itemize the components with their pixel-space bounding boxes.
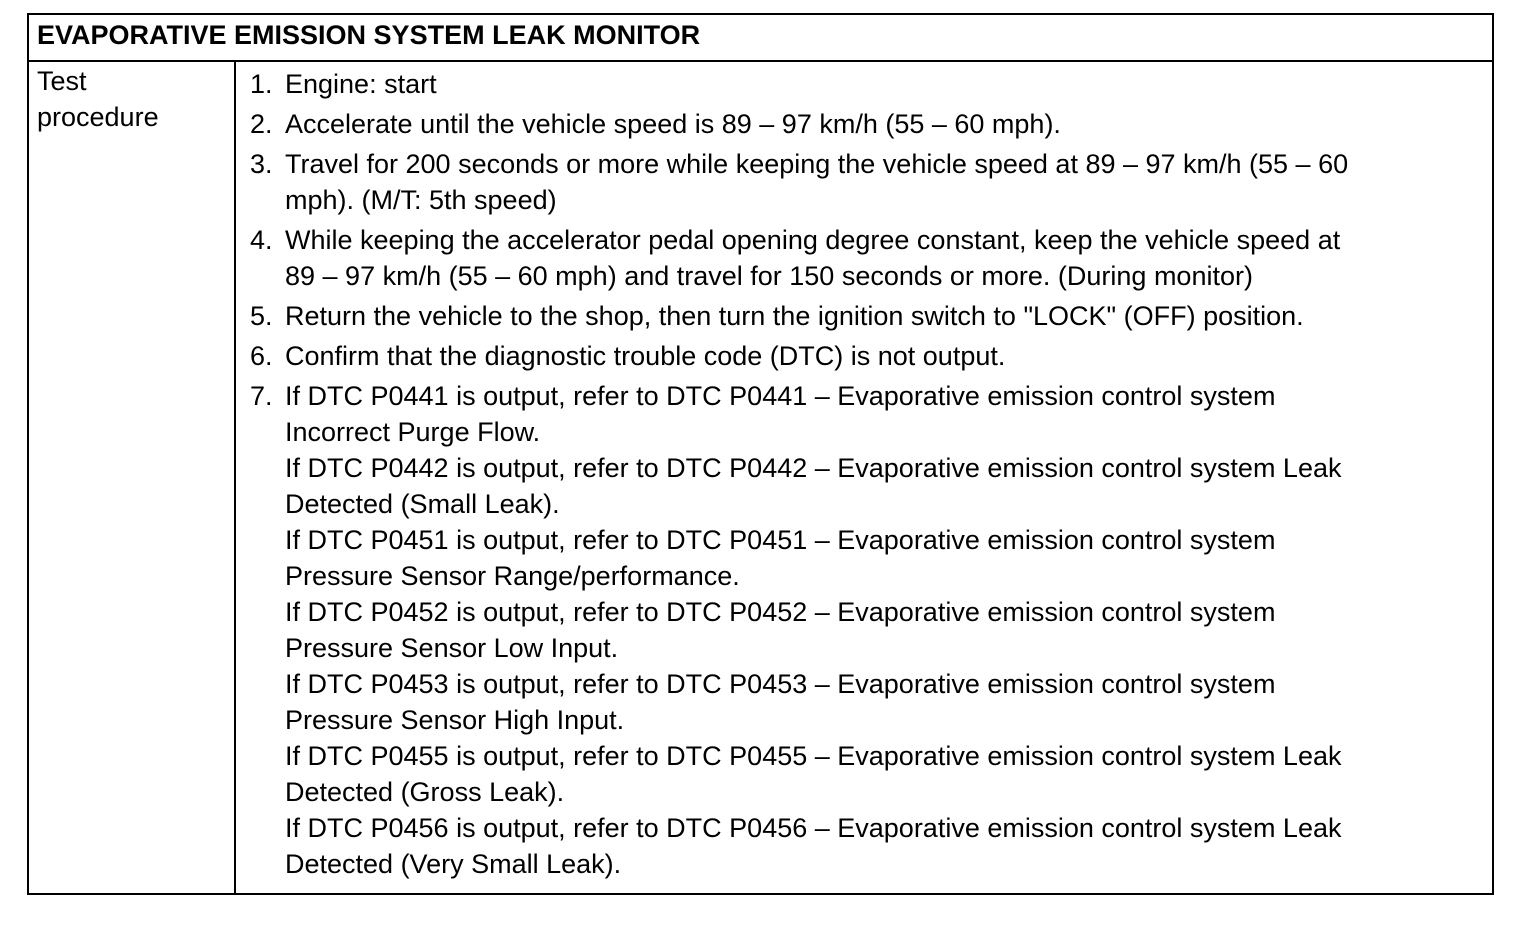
step-text-line: Incorrect Purge Flow. — [285, 417, 541, 447]
step-text-line: Confirm that the diagnostic trouble code (DTC) is not output. — [285, 341, 1006, 371]
step-text-line: Detected (Very Small Leak). — [285, 849, 622, 879]
procedure-step — [250, 106, 1482, 142]
procedure-step — [250, 378, 1482, 882]
step-number: 2. — [250, 109, 273, 139]
steps-list — [250, 66, 1482, 886]
step-text-line: Pressure Sensor Low Input. — [285, 633, 619, 663]
step-text-line: If DTC P0456 is output, refer to DTC P0456 – Evaporative emission control system Leak — [285, 813, 1342, 843]
step-text-line: If DTC P0455 is output, refer to DTC P0455 – Evaporative emission control system Leak — [285, 741, 1342, 771]
step-text-line: Accelerate until the vehicle speed is 89 – 97 km/h (55 – 60 mph). — [285, 109, 1061, 139]
step-number: 7. — [250, 381, 273, 411]
procedure-step — [250, 298, 1482, 334]
step-text-line: If DTC P0442 is output, refer to DTC P0442 – Evaporative emission control system Leak — [285, 453, 1342, 483]
procedure-step — [250, 66, 1482, 102]
procedure-step — [250, 146, 1482, 218]
row-label: Test procedure — [37, 66, 159, 132]
step-text-line: Return the vehicle to the shop, then turn the ignition switch to "LOCK" (OFF) position. — [285, 301, 1304, 331]
steps-cell — [236, 62, 1492, 893]
table-title-row — [29, 15, 1492, 62]
step-number: 4. — [250, 225, 273, 255]
step-text-line: 89 – 97 km/h (55 – 60 mph) and travel for 150 seconds or more. (During monitor) — [285, 261, 1253, 291]
step-text-line: Engine: start — [285, 69, 437, 99]
step-text-line: If DTC P0452 is output, refer to DTC P0452 – Evaporative emission control system — [285, 597, 1276, 627]
step-text-line: While keeping the accelerator pedal opening degree constant, keep the vehicle speed at — [285, 225, 1341, 255]
step-text-line: Pressure Sensor High Input. — [285, 705, 625, 735]
step-number: 5. — [250, 301, 273, 331]
step-text-line: Pressure Sensor Range/performance. — [285, 561, 740, 591]
procedure-step — [250, 222, 1482, 294]
step-text-line: If DTC P0451 is output, refer to DTC P0451 – Evaporative emission control system — [285, 525, 1276, 555]
step-text-line: Travel for 200 seconds or more while keeping the vehicle speed at 89 – 97 km/h (55 – 60 — [285, 149, 1349, 179]
procedure-step — [250, 338, 1482, 374]
step-number: 1. — [250, 69, 273, 99]
row-label-cell — [29, 62, 236, 893]
step-text-line: Detected (Small Leak). — [285, 489, 560, 519]
procedure-table — [27, 13, 1494, 895]
step-number: 6. — [250, 341, 273, 371]
step-text-line: If DTC P0453 is output, refer to DTC P0453 – Evaporative emission control system — [285, 669, 1276, 699]
table-title: EVAPORATIVE EMISSION SYSTEM LEAK MONITOR — [37, 20, 701, 50]
step-text-line: Detected (Gross Leak). — [285, 777, 565, 807]
step-number: 3. — [250, 149, 273, 179]
step-text-line: If DTC P0441 is output, refer to DTC P0441 – Evaporative emission control system — [285, 381, 1276, 411]
step-text-line: mph). (M/T: 5th speed) — [285, 185, 557, 215]
